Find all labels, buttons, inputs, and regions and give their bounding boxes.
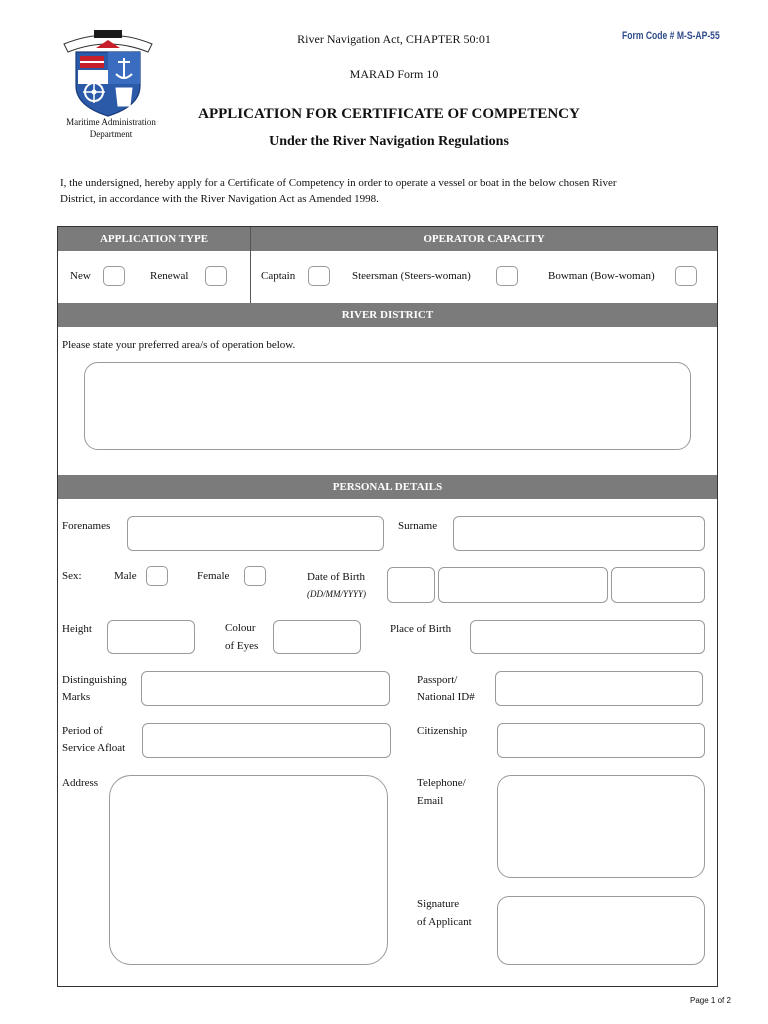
telephone-email-field[interactable] xyxy=(497,775,705,878)
height-label: Height xyxy=(62,623,92,635)
signature-label-2: of Applicant xyxy=(417,916,472,928)
section-personal-details: PERSONAL DETAILS xyxy=(58,475,717,499)
passport-label-2: National ID# xyxy=(417,691,475,703)
telephone-email-label-1: Telephone/ xyxy=(417,777,466,789)
steersman-label: Steersman (Steers-woman) xyxy=(352,270,471,282)
captain-label: Captain xyxy=(261,270,296,282)
distinguishing-marks-field[interactable] xyxy=(141,671,390,706)
form-title: APPLICATION FOR CERTIFICATE OF COMPETENCY xyxy=(198,106,580,122)
period-of-service-label-1: Period of xyxy=(62,725,103,737)
forenames-label: Forenames xyxy=(62,520,111,532)
department-name-line2: Department xyxy=(89,129,133,139)
dob-label: Date of Birth xyxy=(307,571,366,583)
signature-field[interactable] xyxy=(497,896,705,965)
section-operator-capacity: OPERATOR CAPACITY xyxy=(251,227,717,251)
dob-month-field[interactable] xyxy=(438,567,608,603)
dob-year-field[interactable] xyxy=(611,567,705,603)
eye-colour-field[interactable] xyxy=(273,620,361,654)
form-subtitle: Under the River Navigation Regulations xyxy=(269,134,509,149)
citizenship-field[interactable] xyxy=(497,723,705,758)
dob-day-field[interactable] xyxy=(387,567,435,603)
renewal-label: Renewal xyxy=(150,270,189,282)
act-reference: River Navigation Act, CHAPTER 50:01 xyxy=(297,32,491,46)
distinguishing-marks-label-1: Distinguishing xyxy=(62,674,127,686)
period-of-service-field[interactable] xyxy=(142,723,391,758)
telephone-email-label-2: Email xyxy=(417,795,444,807)
female-checkbox[interactable] xyxy=(244,566,266,586)
place-of-birth-label: Place of Birth xyxy=(390,623,452,635)
form-code: Form Code # M-S-AP-55 xyxy=(622,30,720,42)
section-river-district: RIVER DISTRICT xyxy=(58,303,717,327)
passport-id-field[interactable] xyxy=(495,671,703,706)
new-checkbox[interactable] xyxy=(103,266,125,286)
signature-label-1: Signature xyxy=(417,898,460,910)
form-number: MARAD Form 10 xyxy=(349,67,439,81)
page-number: Page 1 of 2 xyxy=(690,996,731,1005)
passport-label-1: Passport/ xyxy=(417,674,458,686)
place-of-birth-field[interactable] xyxy=(470,620,705,654)
intro-paragraph xyxy=(60,175,710,207)
bowman-checkbox[interactable] xyxy=(675,266,697,286)
citizenship-label: Citizenship xyxy=(417,725,468,737)
captain-checkbox[interactable] xyxy=(308,266,330,286)
river-district-textarea[interactable] xyxy=(84,362,691,450)
dob-format-hint: (DD/MM/YYYY) xyxy=(307,589,367,599)
department-name-line1: Maritime Administration xyxy=(66,117,156,127)
male-checkbox[interactable] xyxy=(146,566,168,586)
river-district-instruction: Please state your preferred area/s of operation below. xyxy=(62,339,296,351)
male-label: Male xyxy=(114,570,137,582)
female-label: Female xyxy=(197,570,230,582)
address-label: Address xyxy=(62,777,99,789)
surname-field[interactable] xyxy=(453,516,705,551)
address-field[interactable] xyxy=(109,775,388,965)
period-of-service-label-2: Service Afloat xyxy=(62,742,126,754)
steersman-checkbox[interactable] xyxy=(496,266,518,286)
bowman-label: Bowman (Bow-woman) xyxy=(548,270,655,282)
distinguishing-marks-label-2: Marks xyxy=(62,691,91,703)
forenames-field[interactable] xyxy=(127,516,384,551)
column-divider xyxy=(250,227,251,303)
height-field[interactable] xyxy=(107,620,195,654)
intro-line-1: I, the undersigned, hereby apply for a Certificate of Competency in order to operate a vessel or boat in the below chosen River xyxy=(60,177,617,189)
eye-colour-label-2: of Eyes xyxy=(225,640,259,652)
sex-label: Sex: xyxy=(62,570,82,582)
intro-line-2: District, in accordance with the River Navigation Act as Amended 1998. xyxy=(60,193,379,205)
eye-colour-label-1: Colour xyxy=(225,622,256,634)
surname-label: Surname xyxy=(398,520,438,532)
renewal-checkbox[interactable] xyxy=(205,266,227,286)
new-label: New xyxy=(70,270,91,282)
section-application-type: APPLICATION TYPE xyxy=(58,227,250,251)
